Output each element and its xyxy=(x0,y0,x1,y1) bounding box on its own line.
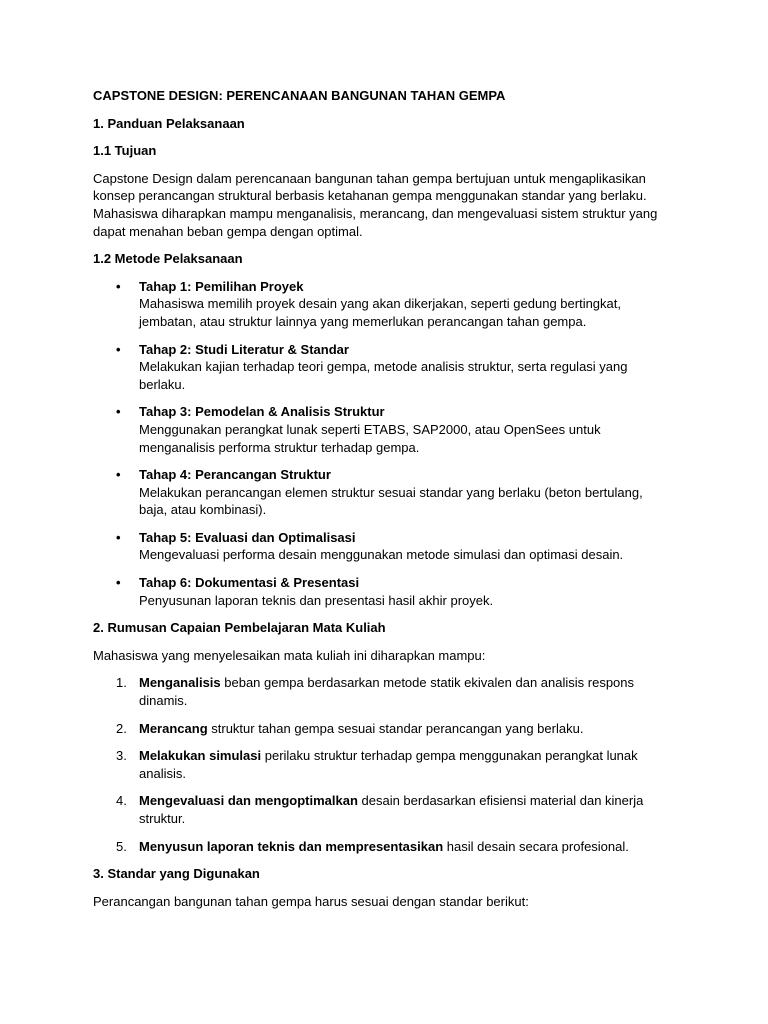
bullet-icon: • xyxy=(116,467,121,483)
step-title: Tahap 6: Dokumentasi & Presentasi xyxy=(139,575,360,591)
step-title: Tahap 2: Studi Literatur & Standar xyxy=(139,341,349,357)
bullet-icon: • xyxy=(116,575,121,591)
section-1-heading: 1. Panduan Pelaksanaan xyxy=(93,115,245,131)
bullet-icon: • xyxy=(116,278,121,294)
step-description: Mahasiswa memilih proyek desain yang akan dikerjakan, seperti gedung bertingkat, jembatan, atau struktur lainnya yang memerlukan perancangan tahan gempa. xyxy=(139,296,621,329)
step-description: Penyusunan laporan teknis dan presentasi hasil akhir proyek. xyxy=(139,592,494,608)
bullet-icon: • xyxy=(116,529,121,545)
list-item xyxy=(93,529,673,564)
outcome-text: perilaku struktur terhadap gempa menggunakan perangkat lunak analisis. xyxy=(139,748,638,781)
outcome-keyword: Menyusun laporan teknis dan mempresentasikan xyxy=(139,838,444,854)
outcome-text: struktur tahan gempa sesuai standar perancangan yang berlaku. xyxy=(207,720,584,736)
step-description: Menggunakan perangkat lunak seperti ETABS, SAP2000, atau OpenSees untuk menganalisis performa struktur terhadap gempa. xyxy=(139,421,601,455)
outcome-keyword: Menganalisis xyxy=(139,675,221,691)
method-steps-list xyxy=(93,278,673,610)
step-description: Melakukan kajian terhadap teori gempa, metode analisis struktur, serta regulasi yang berlaku. xyxy=(139,359,628,392)
learning-outcomes-list xyxy=(93,674,673,855)
section-1-1-heading: 1.1 Tujuan xyxy=(93,143,157,159)
item-number: 1. xyxy=(116,675,127,691)
list-item xyxy=(93,720,673,738)
outcome-keyword: Merancang xyxy=(139,720,208,736)
section-2-intro: Mahasiswa yang menyelesaikan mata kuliah ini diharapkan mampu: xyxy=(93,647,486,663)
list-item xyxy=(93,341,673,394)
outcome-text: desain berdasarkan efisiensi material dan kinerja struktur. xyxy=(139,793,644,826)
bullet-icon: • xyxy=(116,341,121,357)
section-1-1-body: Capstone Design dalam perencanaan bangunan tahan gempa bertujuan untuk mengaplikasikan konsep perancangan struktural berbasis ketahanan gempa menggunakan standar yang berlaku. Mahasiswa diharapkan mampu menganalisis, merancang, dan mengevaluasi sistem struktur yang dapat menahan beban gempa dengan optimal. xyxy=(93,170,658,239)
step-title: Tahap 5: Evaluasi dan Optimalisasi xyxy=(139,529,356,545)
list-item xyxy=(93,574,673,609)
list-item xyxy=(93,466,673,519)
document-page xyxy=(93,87,673,920)
section-3-intro: Perancangan bangunan tahan gempa harus sesuai dengan standar berikut: xyxy=(93,893,529,909)
outcome-text: hasil desain secara profesional. xyxy=(443,838,629,854)
step-title: Tahap 1: Pemilihan Proyek xyxy=(139,278,304,294)
list-item xyxy=(93,838,673,856)
step-description: Mengevaluasi performa desain menggunakan metode simulasi dan optimasi desain. xyxy=(139,547,624,563)
item-number: 5. xyxy=(116,838,127,854)
section-3-heading: 3. Standar yang Digunakan xyxy=(93,866,260,882)
list-item xyxy=(93,674,673,709)
item-number: 4. xyxy=(116,793,127,809)
outcome-keyword: Melakukan simulasi xyxy=(139,748,262,764)
outcome-text: beban gempa berdasarkan metode statik ekivalen dan analisis respons dinamis. xyxy=(139,675,635,709)
step-description: Melakukan perancangan elemen struktur sesuai standar yang berlaku (beton bertulang, baja, atau kombinasi). xyxy=(139,484,643,518)
list-item xyxy=(93,403,673,456)
section-1-2-heading: 1.2 Metode Pelaksanaan xyxy=(93,251,243,267)
section-2-heading: 2. Rumusan Capaian Pembelajaran Mata Kuliah xyxy=(93,620,386,636)
step-title: Tahap 4: Perancangan Struktur xyxy=(139,467,331,483)
list-item xyxy=(93,278,673,331)
document-title: CAPSTONE DESIGN: PERENCANAAN BANGUNAN TAHAN GEMPA xyxy=(93,88,506,103)
step-title: Tahap 3: Pemodelan & Analisis Struktur xyxy=(139,404,385,420)
item-number: 2. xyxy=(116,720,127,736)
bullet-icon: • xyxy=(116,404,121,420)
outcome-keyword: Mengevaluasi dan mengoptimalkan xyxy=(139,793,358,809)
item-number: 3. xyxy=(116,748,127,764)
list-item xyxy=(93,747,673,782)
list-item xyxy=(93,792,673,827)
